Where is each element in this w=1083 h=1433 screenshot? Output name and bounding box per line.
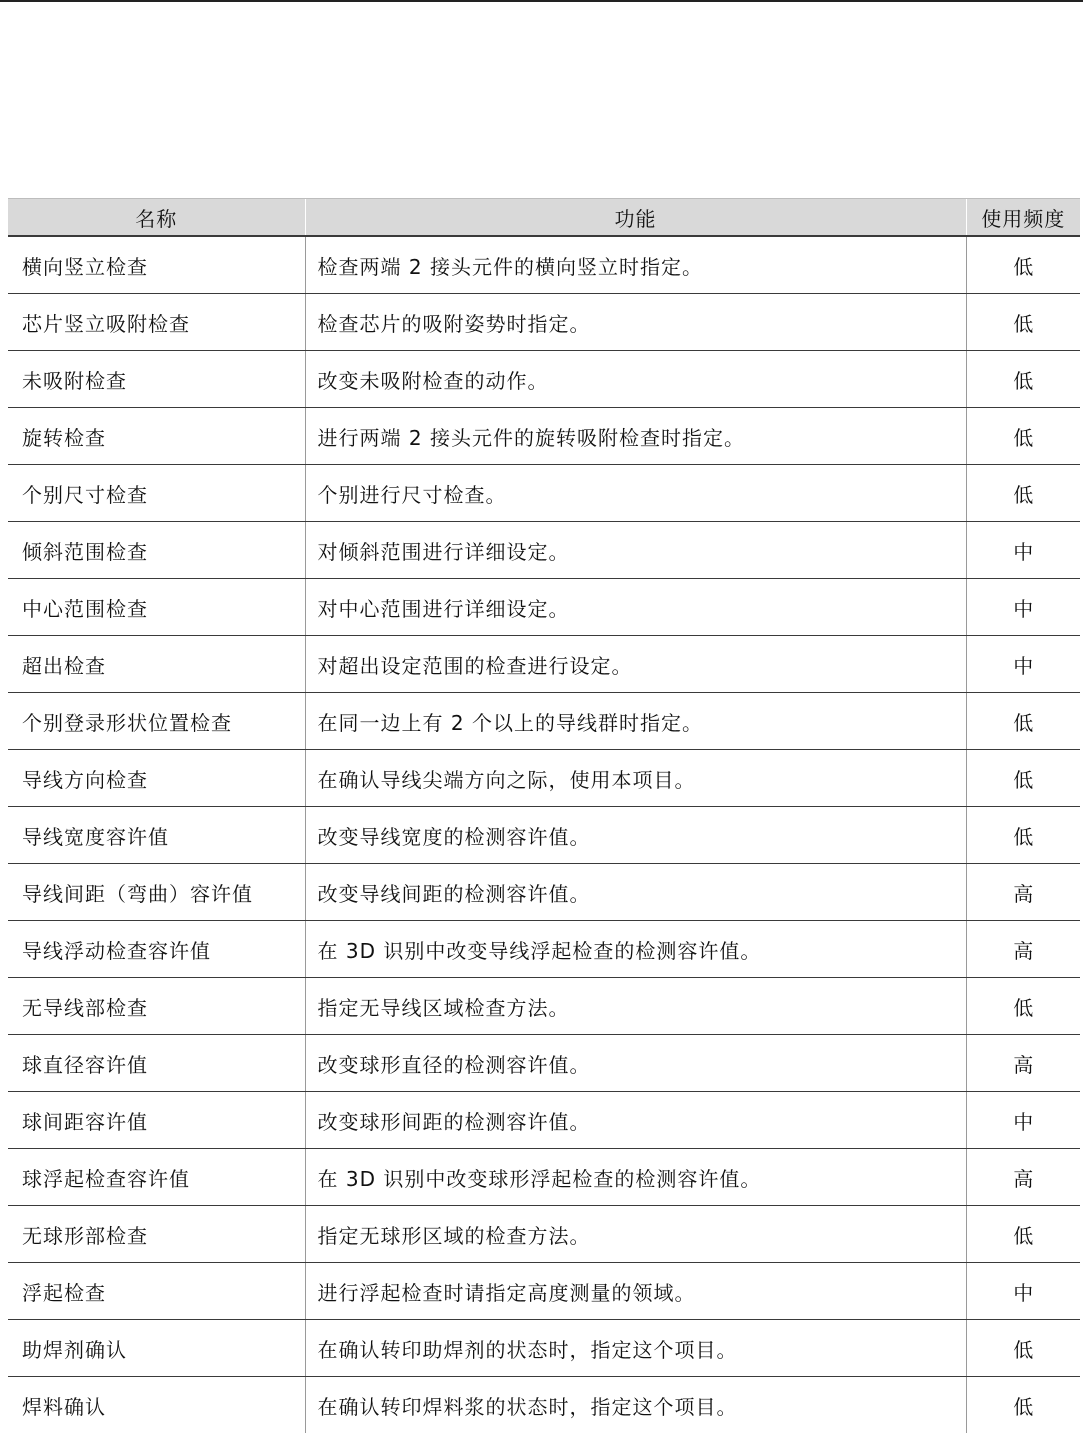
item-frequency-cell: 高 <box>966 921 1080 978</box>
table-row <box>8 236 1080 294</box>
item-function-cell: 对超出设定范围的检查进行设定。 <box>305 636 966 693</box>
item-function-cell: 改变导线间距的检测容许值。 <box>305 864 966 921</box>
header-function: 功能 <box>305 199 966 237</box>
item-frequency-cell: 中 <box>966 1092 1080 1149</box>
item-function-cell: 检查两端 2 接头元件的横向竖立时指定。 <box>305 236 966 294</box>
item-name-cell: 倾斜范围检查 <box>8 522 305 579</box>
item-name-cell: 导线宽度容许值 <box>8 807 305 864</box>
item-frequency-cell: 高 <box>966 864 1080 921</box>
table-row <box>8 693 1080 750</box>
table-row <box>8 921 1080 978</box>
top-rule <box>0 0 1083 2</box>
item-name-cell: 导线间距（弯曲）容许值 <box>8 864 305 921</box>
item-name-cell: 芯片竖立吸附检查 <box>8 294 305 351</box>
table-row <box>8 807 1080 864</box>
item-function-cell: 检查芯片的吸附姿势时指定。 <box>305 294 966 351</box>
item-name-cell: 无球形部检查 <box>8 1206 305 1263</box>
table-row <box>8 579 1080 636</box>
table-row <box>8 1263 1080 1320</box>
item-name-cell: 个别尺寸检查 <box>8 465 305 522</box>
item-function-cell: 指定无导线区域检查方法。 <box>305 978 966 1035</box>
table-row <box>8 978 1080 1035</box>
item-frequency-cell: 低 <box>966 236 1080 294</box>
item-name-cell: 焊料确认 <box>8 1377 305 1433</box>
table-row <box>8 1149 1080 1206</box>
item-frequency-cell: 低 <box>966 408 1080 465</box>
item-function-cell: 指定无球形区域的检查方法。 <box>305 1206 966 1263</box>
table-row <box>8 1092 1080 1149</box>
table-row <box>8 294 1080 351</box>
item-function-cell: 在 3D 识别中改变导线浮起检查的检测容许值。 <box>305 921 966 978</box>
item-frequency-cell: 低 <box>966 1206 1080 1263</box>
header-frequency: 使用频度 <box>966 199 1080 237</box>
item-function-cell: 改变球形间距的检测容许值。 <box>305 1092 966 1149</box>
item-function-cell: 在 3D 识别中改变球形浮起检查的检测容许值。 <box>305 1149 966 1206</box>
item-frequency-cell: 低 <box>966 294 1080 351</box>
table-row <box>8 1320 1080 1377</box>
item-name-cell: 导线浮动检查容许值 <box>8 921 305 978</box>
item-function-cell: 改变球形直径的检测容许值。 <box>305 1035 966 1092</box>
item-frequency-cell: 低 <box>966 1320 1080 1377</box>
item-frequency-cell: 中 <box>966 636 1080 693</box>
item-name-cell: 导线方向检查 <box>8 750 305 807</box>
item-name-cell: 球间距容许值 <box>8 1092 305 1149</box>
header-name: 名称 <box>8 199 305 237</box>
item-function-cell: 对倾斜范围进行详细设定。 <box>305 522 966 579</box>
item-frequency-cell: 低 <box>966 750 1080 807</box>
table-row <box>8 864 1080 921</box>
item-name-cell: 助焊剂确认 <box>8 1320 305 1377</box>
item-name-cell: 横向竖立检查 <box>8 236 305 294</box>
item-name-cell: 浮起检查 <box>8 1263 305 1320</box>
table-row <box>8 1377 1080 1433</box>
item-frequency-cell: 低 <box>966 978 1080 1035</box>
item-function-cell: 个别进行尺寸检查。 <box>305 465 966 522</box>
item-frequency-cell: 高 <box>966 1035 1080 1092</box>
item-name-cell: 个别登录形状位置检查 <box>8 693 305 750</box>
item-function-cell: 进行两端 2 接头元件的旋转吸附检查时指定。 <box>305 408 966 465</box>
table-row <box>8 522 1080 579</box>
table-row <box>8 750 1080 807</box>
item-frequency-cell: 低 <box>966 351 1080 408</box>
item-frequency-cell: 中 <box>966 579 1080 636</box>
item-function-cell: 改变未吸附检查的动作。 <box>305 351 966 408</box>
table-row <box>8 465 1080 522</box>
table-row <box>8 1035 1080 1092</box>
item-name-cell: 球浮起检查容许值 <box>8 1149 305 1206</box>
table-row <box>8 636 1080 693</box>
item-function-cell: 在确认转印焊料浆的状态时，指定这个项目。 <box>305 1377 966 1433</box>
item-frequency-cell: 低 <box>966 807 1080 864</box>
inspection-items-table <box>8 198 1080 1433</box>
item-frequency-cell: 低 <box>966 693 1080 750</box>
item-frequency-cell: 中 <box>966 1263 1080 1320</box>
table-row <box>8 351 1080 408</box>
table-header <box>8 199 1080 237</box>
item-name-cell: 未吸附检查 <box>8 351 305 408</box>
item-frequency-cell: 中 <box>966 522 1080 579</box>
table-row <box>8 1206 1080 1263</box>
item-function-cell: 改变导线宽度的检测容许值。 <box>305 807 966 864</box>
header-row <box>8 199 1080 237</box>
item-frequency-cell: 高 <box>966 1149 1080 1206</box>
table-body <box>8 236 1080 1433</box>
item-frequency-cell: 低 <box>966 1377 1080 1433</box>
item-function-cell: 在同一边上有 2 个以上的导线群时指定。 <box>305 693 966 750</box>
item-function-cell: 对中心范围进行详细设定。 <box>305 579 966 636</box>
item-frequency-cell: 低 <box>966 465 1080 522</box>
item-name-cell: 无导线部检查 <box>8 978 305 1035</box>
item-name-cell: 旋转检查 <box>8 408 305 465</box>
table-row <box>8 408 1080 465</box>
item-name-cell: 中心范围检查 <box>8 579 305 636</box>
item-name-cell: 超出检查 <box>8 636 305 693</box>
item-function-cell: 在确认转印助焊剂的状态时，指定这个项目。 <box>305 1320 966 1377</box>
item-name-cell: 球直径容许值 <box>8 1035 305 1092</box>
item-function-cell: 进行浮起检查时请指定高度测量的领域。 <box>305 1263 966 1320</box>
item-function-cell: 在确认导线尖端方向之际，使用本项目。 <box>305 750 966 807</box>
